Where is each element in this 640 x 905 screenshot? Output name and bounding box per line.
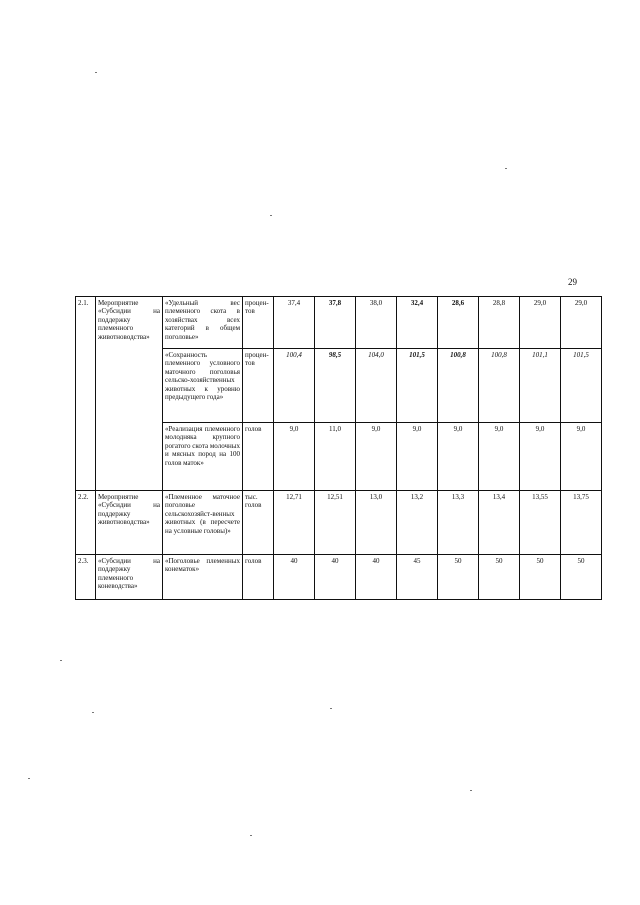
value-cell: 9,0 — [356, 423, 397, 491]
value-cell: 50 — [561, 555, 602, 600]
table-row — [76, 555, 602, 600]
value-cell: 9,0 — [274, 423, 315, 491]
table-row — [76, 491, 602, 555]
unit-cell: голов — [243, 423, 274, 491]
value-cell: 29,0 — [561, 297, 602, 349]
scan-speck — [60, 660, 62, 661]
value-cell: 28,6 — [438, 297, 479, 349]
unit-cell: тыс. голов — [243, 491, 274, 555]
indicator-name-cell: «Поголовье племенных конематок» — [163, 555, 243, 600]
value-cell: 100,8 — [438, 349, 479, 423]
value-cell: 40 — [356, 555, 397, 600]
value-cell: 9,0 — [479, 423, 520, 491]
indicator-name-cell: «Удельный вес племенного скота в хозяйствах всех категорий в общем поголовье» — [163, 297, 243, 349]
unit-cell: процен-тов — [243, 297, 274, 349]
value-cell: 12,71 — [274, 491, 315, 555]
value-cell: 29,0 — [520, 297, 561, 349]
page-number: 29 — [568, 277, 577, 287]
scan-speck — [330, 708, 332, 709]
value-cell: 50 — [520, 555, 561, 600]
indicator-name-cell: «Племенное маточное поголовье сельскохозяйст-венных животных (в пересчете на условные головы)» — [163, 491, 243, 555]
scan-speck — [92, 712, 94, 713]
value-cell: 37,8 — [315, 297, 356, 349]
value-cell: 40 — [274, 555, 315, 600]
scan-speck — [28, 778, 30, 779]
value-cell: 13,4 — [479, 491, 520, 555]
value-cell: 28,8 — [479, 297, 520, 349]
indicator-name-cell: «Сохранность племенного условного маточного поголовья сельско-хозяйственных животных к уровню предыдущего года» — [163, 349, 243, 423]
row-number-cell: 2.1. — [76, 297, 96, 491]
scan-speck — [505, 168, 507, 169]
value-cell: 11,0 — [315, 423, 356, 491]
value-cell: 13,0 — [356, 491, 397, 555]
value-cell: 13,55 — [520, 491, 561, 555]
unit-cell: процен-тов — [243, 349, 274, 423]
value-cell: 100,8 — [479, 349, 520, 423]
indicator-name-cell: «Реализация племенного молодняка крупного рогатого скота молочных и мясных пород на 100 голов маток» — [163, 423, 243, 491]
value-cell: 101,1 — [520, 349, 561, 423]
value-cell: 9,0 — [520, 423, 561, 491]
value-cell: 45 — [397, 555, 438, 600]
row-number-cell: 2.2. — [76, 491, 96, 555]
measure-cell: Мероприятие «Субсидии на поддержку племенного животноводства» — [96, 297, 163, 491]
scan-speck — [270, 215, 272, 216]
value-cell: 37,4 — [274, 297, 315, 349]
value-cell: 101,5 — [397, 349, 438, 423]
value-cell: 50 — [479, 555, 520, 600]
value-cell: 13,75 — [561, 491, 602, 555]
value-cell: 9,0 — [561, 423, 602, 491]
value-cell: 9,0 — [397, 423, 438, 491]
value-cell: 9,0 — [438, 423, 479, 491]
value-cell: 101,5 — [561, 349, 602, 423]
value-cell: 50 — [438, 555, 479, 600]
table-row — [76, 297, 602, 349]
indicators-table — [75, 296, 602, 600]
value-cell: 100,4 — [274, 349, 315, 423]
value-cell: 104,0 — [356, 349, 397, 423]
value-cell: 13,2 — [397, 491, 438, 555]
value-cell: 40 — [315, 555, 356, 600]
value-cell: 32,4 — [397, 297, 438, 349]
row-number-cell: 2.3. — [76, 555, 96, 600]
measure-cell: «Субсидии на поддержку племенного коневодства» — [96, 555, 163, 600]
value-cell: 13,3 — [438, 491, 479, 555]
value-cell: 98,5 — [315, 349, 356, 423]
unit-cell: голов — [243, 555, 274, 600]
scan-speck — [95, 72, 97, 73]
scan-speck — [250, 835, 252, 836]
measure-cell: Мероприятие «Субсидии на поддержку животноводства» — [96, 491, 163, 555]
value-cell: 38,0 — [356, 297, 397, 349]
value-cell: 12,51 — [315, 491, 356, 555]
scan-speck — [470, 790, 472, 791]
